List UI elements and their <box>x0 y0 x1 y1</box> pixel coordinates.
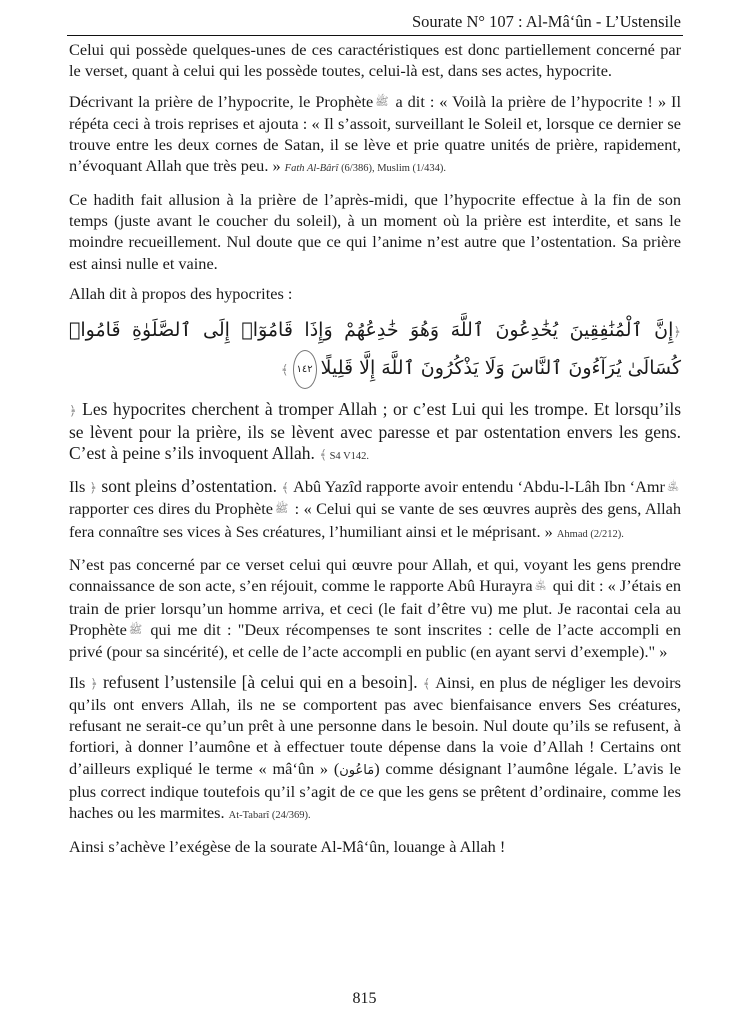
paragraph-9-closing: Ainsi s’achève l’exégèse de la sourate Al-Mâ‘ûn, louange à Allah ! <box>69 836 506 856</box>
tafsir-reference: At-Tabarî (24/369). <box>228 810 311 822</box>
hadith-reference: Fath Al-Bârî <box>284 163 339 175</box>
text-segment: Ainsi, en plus de négliger les devoirs qu’ils ont envers Allah, ils ne se comportent pas avec bienfaisance envers Ses créatures, refusant ne serait-ce qu’un prêt à une personne dans le besoin. Nul doute qu’ils se refusent, à fortiori, à donner l’aumône et à effectuer toute dépense dans la voie d’Allah ! Certains ont d’ailleurs expliqué le terme « mâ‘ûn » ( <box>69 672 682 778</box>
text-segment: : « Celui qui se vante de ses œuvres auprès des gens, Allah fera connaître ses vices à Ses créatures, l’humiliant ainsi et le méprisant. » <box>69 499 681 541</box>
text-segment: Ils <box>69 672 91 692</box>
ornate-bracket-close-icon: ﴾ <box>281 480 289 496</box>
quran-verse-arabic <box>69 313 681 389</box>
ornate-bracket-open-icon: ﴿ <box>673 325 681 341</box>
text-segment: qui dit : « J’étais en train de prier lorsqu’un homme arriva, et ceci (le fait d’être vu) me plut. Je racontai cela au Prophète <box>69 576 682 639</box>
text-segment: ) comme désignant l’aumône légale. L’avis le plus correct indique toutefois qu’il s’agit de ce que les gens se prêtent d’ordinaire, comme les haches ou les marmites. <box>69 758 681 823</box>
salutation-prophet-icon: ﷺ <box>128 623 143 636</box>
salutation-prophet-icon: ﷺ <box>274 503 289 516</box>
hadith-reference-detail: (6/386), Muslim (1/434). <box>338 163 447 175</box>
text-segment: a dit : « Voilà la prière de l’hypocrite ! » Il répéta ceci à trois reprises et ajouta : « Il s’assoit, surveillant le Soleil et, lorsque ce dernier se trouve entre les deux cornes de Satan, il se lève et prie quatre unités de prière, rapidement, n’évoquant Allah que très peu. » <box>69 91 681 176</box>
ayah-number-badge: ١٤٢ <box>293 350 317 389</box>
ornate-bracket-open-icon: ﴿ <box>89 480 98 496</box>
ornate-bracket-open-icon: ﴿ <box>90 675 98 691</box>
page-number: 815 <box>352 990 377 1007</box>
verse-translation: Les hypocrites cherchent à tromper Allah ; or c’est Lui qui les trompe. Et lorsqu’ils se lèvent pour la prière, ils se lèvent avec paresse et par ostentation envers les gens. C’est à peine s’ils invoquent Allah. <box>69 399 681 463</box>
text-segment: qui me dit : "Deux récompenses te sont inscrites : celle de l’acte accompli en privé (pour sa sincérité), et celle de l’acte accompli en public (en ayant servi d’exemple)." » <box>69 619 681 662</box>
text-segment: N’est pas concerné par ce verset celui qui œuvre pour Allah, et qui, voyant les gens prendre connaissance de son acte, s’en réjouit, comme le rapporte Abû Hurayra <box>69 555 681 596</box>
paragraph-5-translation <box>69 399 681 467</box>
page-content <box>69 39 681 866</box>
paragraph-1: Celui qui possède quelques-unes de ces caractéristiques est donc partiellement concerné par le verset, quant à celui qui les possède toutes, celui-là est, dans ses actes, hypocrite. <box>69 40 681 81</box>
paragraph-8 <box>69 672 681 827</box>
text-segment: Décrivant la prière de l’hypocrite, le Prophète <box>69 91 374 111</box>
ornate-bracket-close-icon: ﴾ <box>280 363 289 379</box>
arabic-term: مَاعُون <box>339 762 375 778</box>
paragraph-3: Ce hadith fait allusion à la prière de l’après-midi, que l’hypocrite effectue à la fin de son temps (juste avant le coucher du soleil), à un moment où la prière est interdite, et sans le moindre recueillement. Nul doute que ce qui l’anime n’est autre que l’ostentation. Sa prière est ainsi nulle et vaine. <box>69 189 681 273</box>
verse-quote: sont pleins d’ostentation. <box>97 476 282 497</box>
surah-title: Sourate N° 107 : Al-Mâ‘ûn - L’Ustensile <box>411 12 681 31</box>
ornate-bracket-open-icon: ﴿ <box>69 403 77 419</box>
page-header <box>67 8 683 36</box>
salutation-prophet-icon: ﷺ <box>375 95 389 108</box>
paragraph-6 <box>69 476 681 545</box>
paragraph-7 <box>69 554 681 662</box>
hadith-reference: Ahmad (2/212). <box>556 528 624 540</box>
ornate-bracket-close-icon: ﴾ <box>422 675 431 691</box>
verse-quote: refusent l’ustensile [à celui qui en a besoin]. <box>97 671 423 692</box>
ornate-bracket-close-icon: ﴾ <box>319 446 327 462</box>
arabic-verse-text: إِنَّ ٱلْمُنَٰفِقِينَ يُخَٰدِعُونَ ٱللَّهَ وَهُوَ خَٰدِعُهُمْ وَإِذَا قَامُوٓا۟ إِلَى ٱلصَّلَوٰةِ قَامُوا۟ كُسَالَىٰ يُرَآءُونَ ٱلنَّاسَ وَلَا يَذْكُرُونَ ٱللَّهَ إِلَّا قَلِيلًا <box>69 319 681 380</box>
paragraph-2 <box>69 91 681 180</box>
paragraph-4: Allah dit à propos des hypocrites : <box>69 283 293 303</box>
verse-reference: S4 V142. <box>326 450 370 462</box>
salutation-companion-icon: ﵁ <box>534 580 547 593</box>
text-segment: Abû Yazîd rapporte avoir entendu ‘Abdu-l-Lâh Ibn ‘Amr <box>288 477 665 497</box>
salutation-companion-icon: ﵁ <box>666 481 679 494</box>
text-segment: rapporter ces dires du Prophète <box>69 499 273 519</box>
text-segment: Ils <box>69 477 90 497</box>
